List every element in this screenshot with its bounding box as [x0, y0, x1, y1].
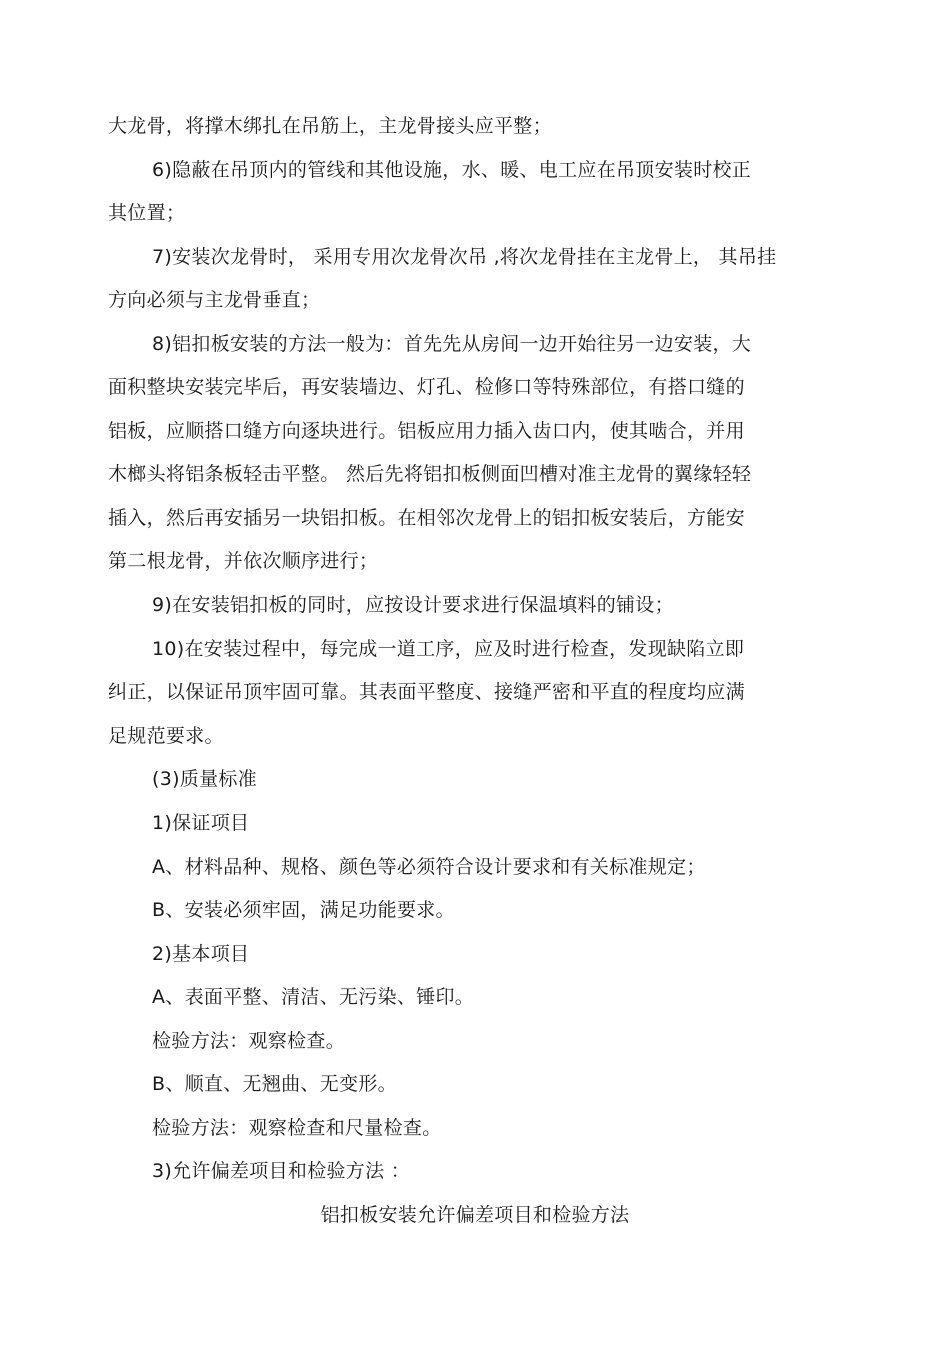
text-line: 其位置； — [108, 202, 186, 224]
inspection-method: 检验方法：观察检查。 — [152, 1030, 346, 1052]
text-line: 大龙骨，将撑木绑扎在吊筋上，主龙骨接头应平整； — [108, 115, 552, 137]
text-line: 足规范要求。 — [108, 725, 224, 747]
inspection-method: 检验方法：观察检查和尺量检查。 — [152, 1117, 442, 1139]
subsection-heading: 1)保证项目 — [152, 812, 250, 834]
text-line: 方向必须与主龙骨垂直； — [108, 289, 321, 311]
text-line: 铝板，应顺搭口缝方向逐块进行。铝板应用力插入齿口内，使其啮合，并用 — [108, 420, 745, 442]
list-item: A、材料品种、规格、颜色等必须符合设计要求和有关标准规定； — [152, 856, 706, 878]
section-heading: (3)质量标准 — [152, 768, 258, 790]
list-item: B、顺直、无翘曲、无变形。 — [152, 1073, 397, 1095]
text-line: 木榔头将铝条板轻击平整。 然后先将铝扣板侧面凹槽对准主龙骨的翼缘轻轻 — [108, 463, 752, 485]
subsection-heading: 3)允许偏差项目和检验方法 ： — [152, 1160, 411, 1182]
table-caption: 铝扣板安装允许偏差项目和检验方法 — [320, 1204, 630, 1226]
text-line: 10)在安装过程中，每完成一道工序，应及时进行检查，发现缺陷立即 — [152, 638, 745, 660]
text-line: 纠正，以保证吊顶牢固可靠。其表面平整度、接缝严密和平直的程度均应满 — [108, 681, 745, 703]
text-line: 第二根龙骨，并依次顺序进行； — [108, 550, 379, 572]
text-line: 插入，然后再安插另一块铝扣板。在相邻次龙骨上的铝扣板安装后，方能安 — [108, 507, 745, 529]
text-line: 7)安装次龙骨时， 采用专用次龙骨次吊 ,将次龙骨挂在主龙骨上， 其吊挂 — [152, 246, 777, 268]
list-item: A、表面平整、清洁、无污染、锤印。 — [152, 986, 475, 1008]
text-line: 面积整块安装完毕后，再安装墙边、灯孔、检修口等特殊部位，有搭口缝的 — [108, 376, 745, 398]
text-line: 6)隐蔽在吊顶内的管线和其他设施，水、暖、电工应在吊顶安装时校正 — [152, 159, 752, 181]
subsection-heading: 2)基本项目 — [152, 943, 250, 965]
list-item: B、安装必须牢固，满足功能要求。 — [152, 899, 455, 921]
text-line: 8)铝扣板安装的方法一般为：首先先从房间一边开始往另一边安装，大 — [152, 333, 752, 355]
text-line: 9)在安装铝扣板的同时，应按设计要求进行保温填料的铺设； — [152, 594, 674, 616]
